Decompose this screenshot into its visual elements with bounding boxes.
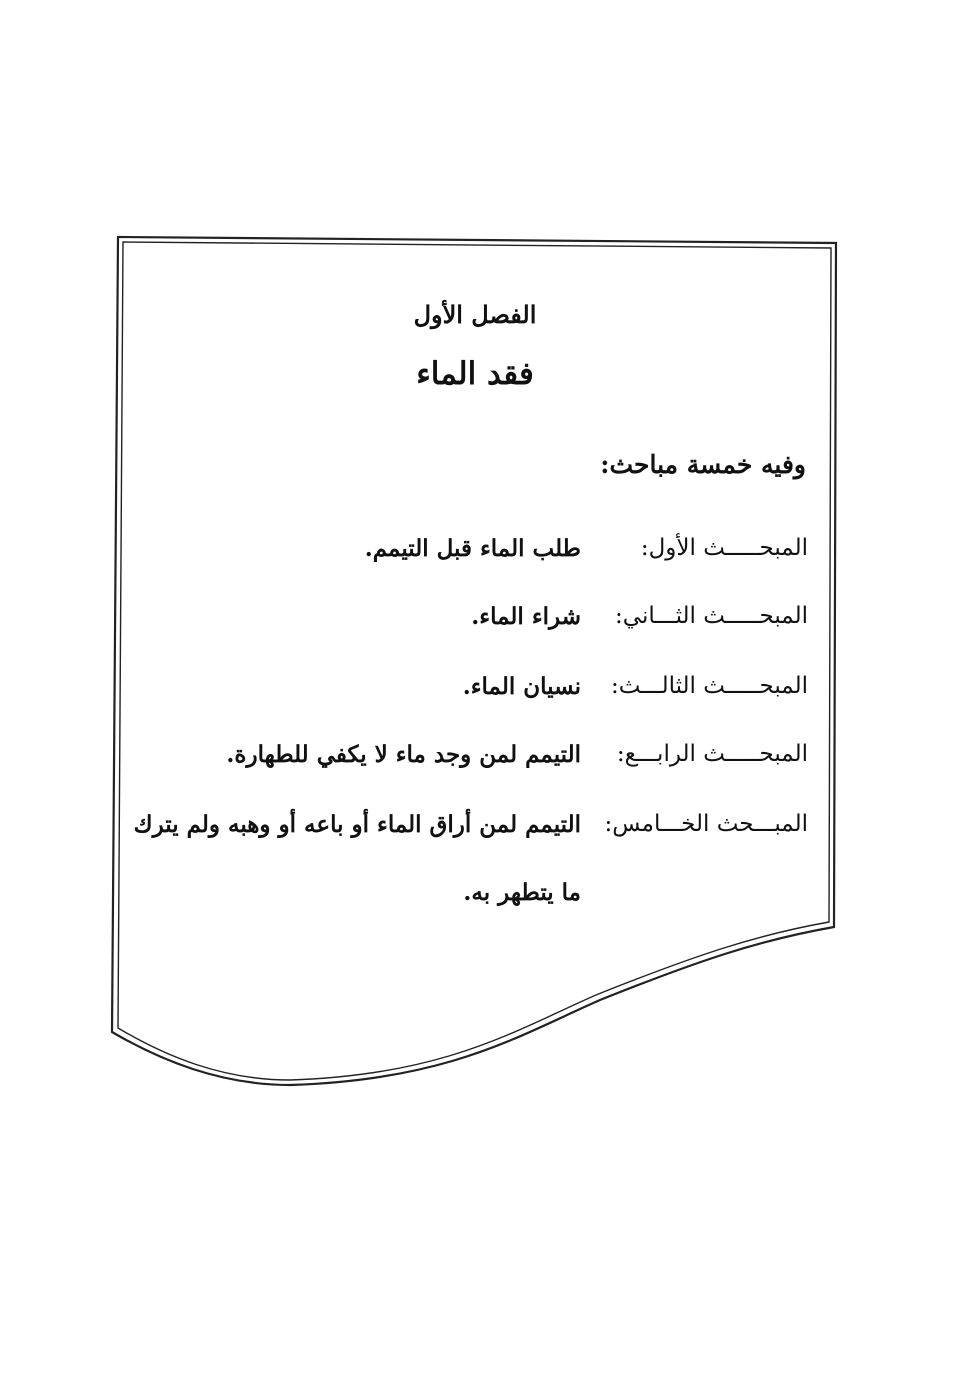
section-title: نسيان الماء. — [462, 673, 581, 700]
section-title: التيمم لمن وجد ماء لا يكفي للطهارة. — [226, 741, 581, 768]
section-label: المبحـــــث الثـــاني: — [615, 603, 808, 629]
section-title: طلب الماء قبل التيمم. — [364, 535, 581, 562]
intro-text: وفيه خمسة مباحث: — [600, 450, 806, 479]
main-title: فقد الماء — [416, 356, 534, 392]
section-title: التيمم لمن أراق الماء أو باعه أو وهبه ولم يترك ما يتطهر به. — [133, 811, 581, 906]
section-label: المبحـــــث الثالـــث: — [611, 673, 808, 699]
section-label: المبـــحث الخـــامس: — [604, 811, 808, 837]
section-title: شراء الماء. — [471, 603, 581, 630]
section-label: المبحـــــث الرابـــع: — [616, 741, 808, 767]
section-label: المبحـــــث الأول: — [640, 535, 808, 561]
chapter-title: الفصل الأول — [413, 300, 537, 329]
